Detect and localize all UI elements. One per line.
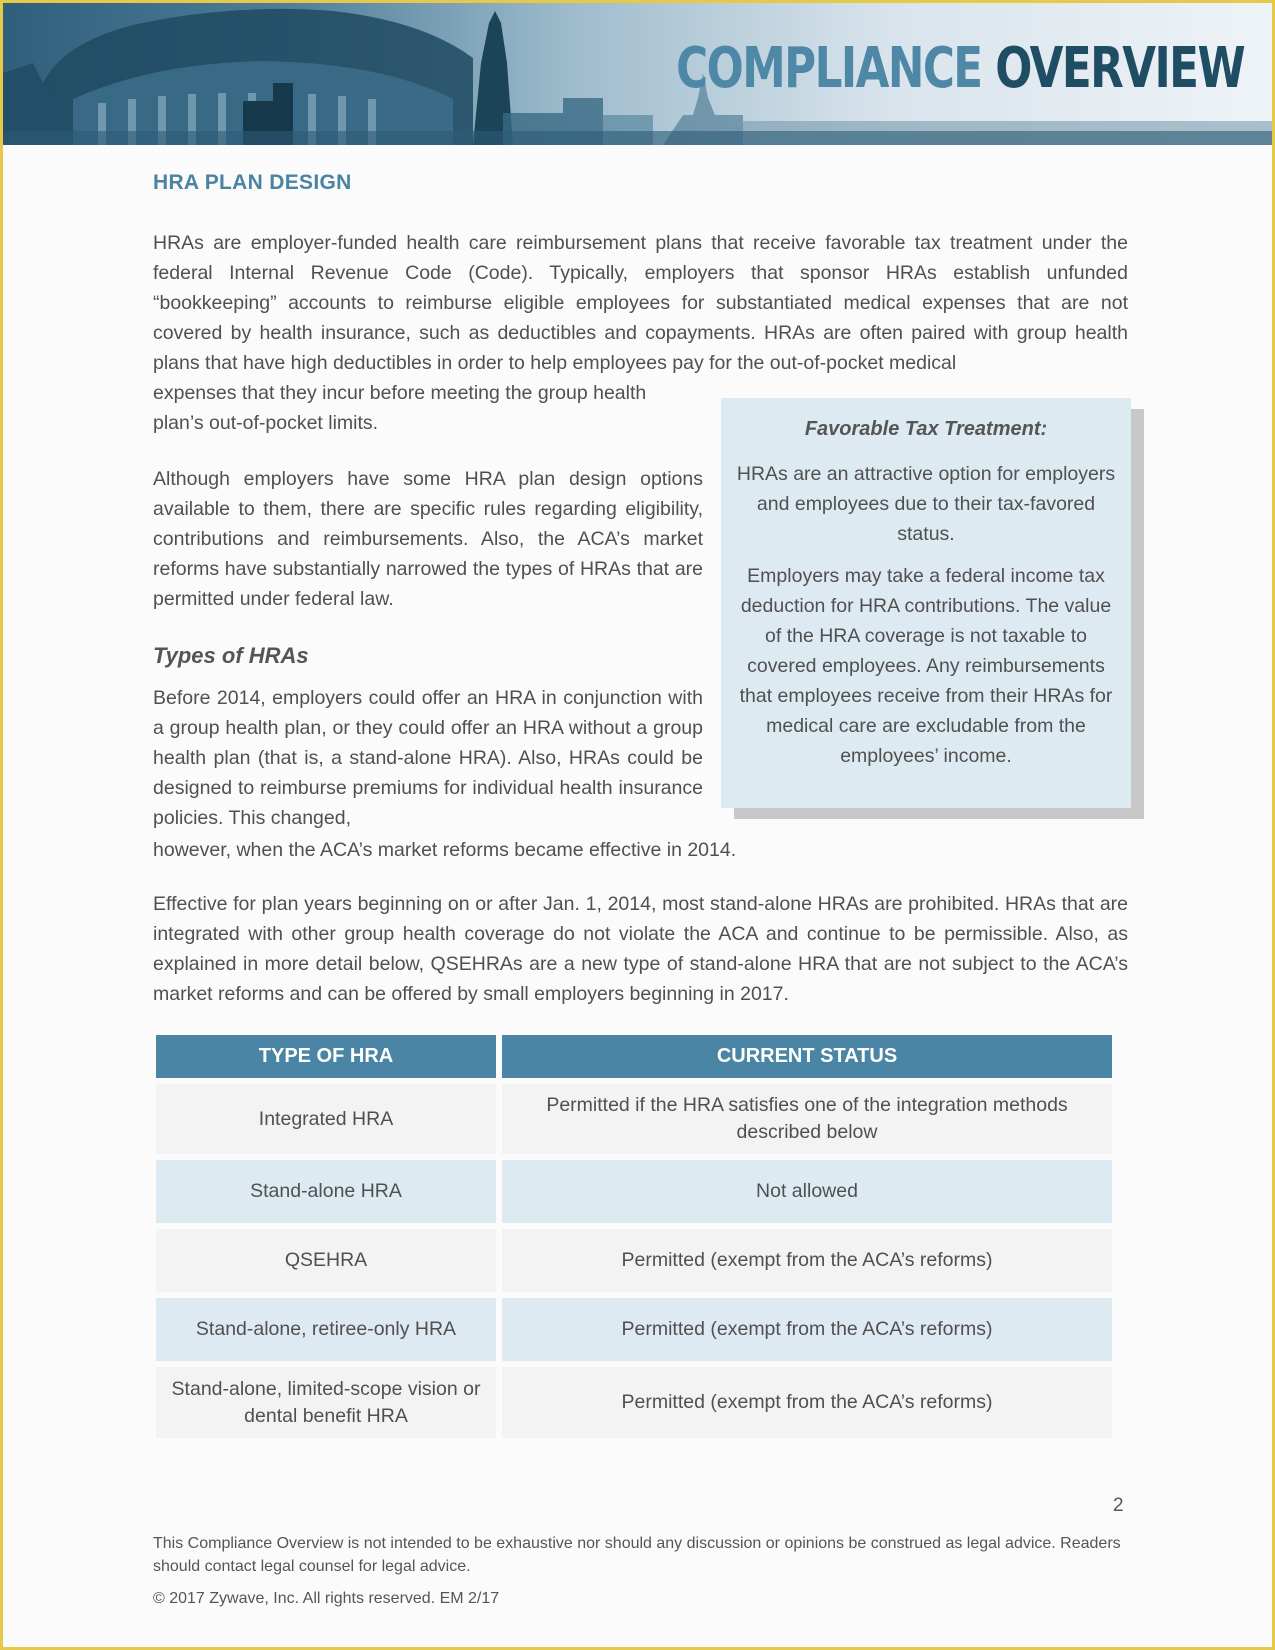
banner-title-word2: OVERVIEW — [995, 36, 1244, 101]
intro-paragraph: HRAs are employer-funded health care reimbursement plans that receive favorable tax treatment under the federal Internal Revenue Code (Code). Typically, employers that sponsor HRAs establish unfunded “bookkeeping” accounts to reimburse eligible employees for substantiated medical expenses that are not covered by health insurance, such as deductibles and copayments. HRAs are often paired with group health plans that have high deductibles in order to help employees pay for the out-of-pocket medical — [153, 232, 1128, 374]
page-number: 2 — [1113, 1495, 1124, 1516]
cell-type: Stand-alone, limited-scope vision or dental benefit HRA — [156, 1367, 496, 1438]
cell-type: QSEHRA — [156, 1229, 496, 1292]
hra-status-table — [150, 1029, 1118, 1444]
table-row — [156, 1160, 1112, 1223]
types-paragraph-tail: however, when the ACA’s market reforms became effective in 2014. — [153, 839, 737, 861]
design-options-paragraph: Although employers have some HRA plan design options available to them, there are specific rules regarding eligibility, contributions and reimbursements. Also, the ACA’s market reforms have substantially narrowed the types of HRAs that are permitted under federal law. — [153, 468, 703, 610]
legal-disclaimer: This Compliance Overview is not intended to be exhaustive nor should any discussion or opinions be construed as legal advice. Readers should contact legal counsel for legal advice. — [153, 1535, 1121, 1575]
callout-title: Favorable Tax Treatment: — [804, 418, 1048, 440]
table-row — [156, 1298, 1112, 1361]
cell-type: Stand-alone HRA — [156, 1160, 496, 1223]
types-paragraph: Before 2014, employers could offer an HRA in conjunction with a group health plan, or they could offer an HRA without a group health plan (that is, a stand-alone HRA). Also, HRAs could be designed to reimburse premiums for individual health insurance policies. This changed, — [153, 687, 703, 829]
banner-title-word1: COMPLIANCE — [676, 36, 982, 101]
section-title: HRA PLAN DESIGN — [153, 171, 352, 194]
copyright-notice: © 2017 Zywave, Inc. All rights reserved. EM 2/17 — [153, 1590, 500, 1607]
cell-status: Permitted (exempt from the ACA’s reforms) — [502, 1367, 1112, 1438]
table-row — [156, 1367, 1112, 1438]
callout-paragraph-1: HRAs are an attractive option for employers and employees due to their tax-favored status. — [736, 463, 1116, 545]
banner-title — [676, 36, 1244, 101]
cell-type: Integrated HRA — [156, 1084, 496, 1154]
tax-treatment-callout — [721, 398, 1131, 808]
table-row — [156, 1229, 1112, 1292]
table-header-row — [156, 1035, 1112, 1078]
types-heading: Types of HRAs — [153, 643, 309, 668]
effective-paragraph: Effective for plan years beginning on or after Jan. 1, 2014, most stand-alone HRAs are prohibited. HRAs that are integrated with other group health coverage do not violate the ACA and continue to be permissible. Also, as explained in more detail below, QSEHRAs are a new type of stand-alone HRA that are not subject to the ACA’s market reforms and can be offered by small employers beginning in 2017. — [153, 893, 1128, 1005]
header-current-status: CURRENT STATUS — [502, 1035, 1112, 1078]
intro-paragraph-tail: expenses that they incur before meeting the group health plan’s out-of-pocket limits. — [153, 382, 647, 434]
header-banner — [3, 3, 1272, 145]
table-row — [156, 1084, 1112, 1154]
cell-status: Permitted (exempt from the ACA’s reforms) — [502, 1298, 1112, 1361]
cell-status: Not allowed — [502, 1160, 1112, 1223]
cell-status: Permitted (exempt from the ACA’s reforms) — [502, 1229, 1112, 1292]
callout-paragraph-2: Employers may take a federal income tax deduction for HRA contributions. The value of the HRA coverage is not taxable to covered employees. Any reimbursements that employees receive from their HRAs for medical care are excludable from the employees’ income. — [739, 565, 1113, 767]
cell-type: Stand-alone, retiree-only HRA — [156, 1298, 496, 1361]
header-type-of-hra: TYPE OF HRA — [156, 1035, 496, 1078]
cell-status: Permitted if the HRA satisfies one of the integration methods described below — [502, 1084, 1112, 1154]
